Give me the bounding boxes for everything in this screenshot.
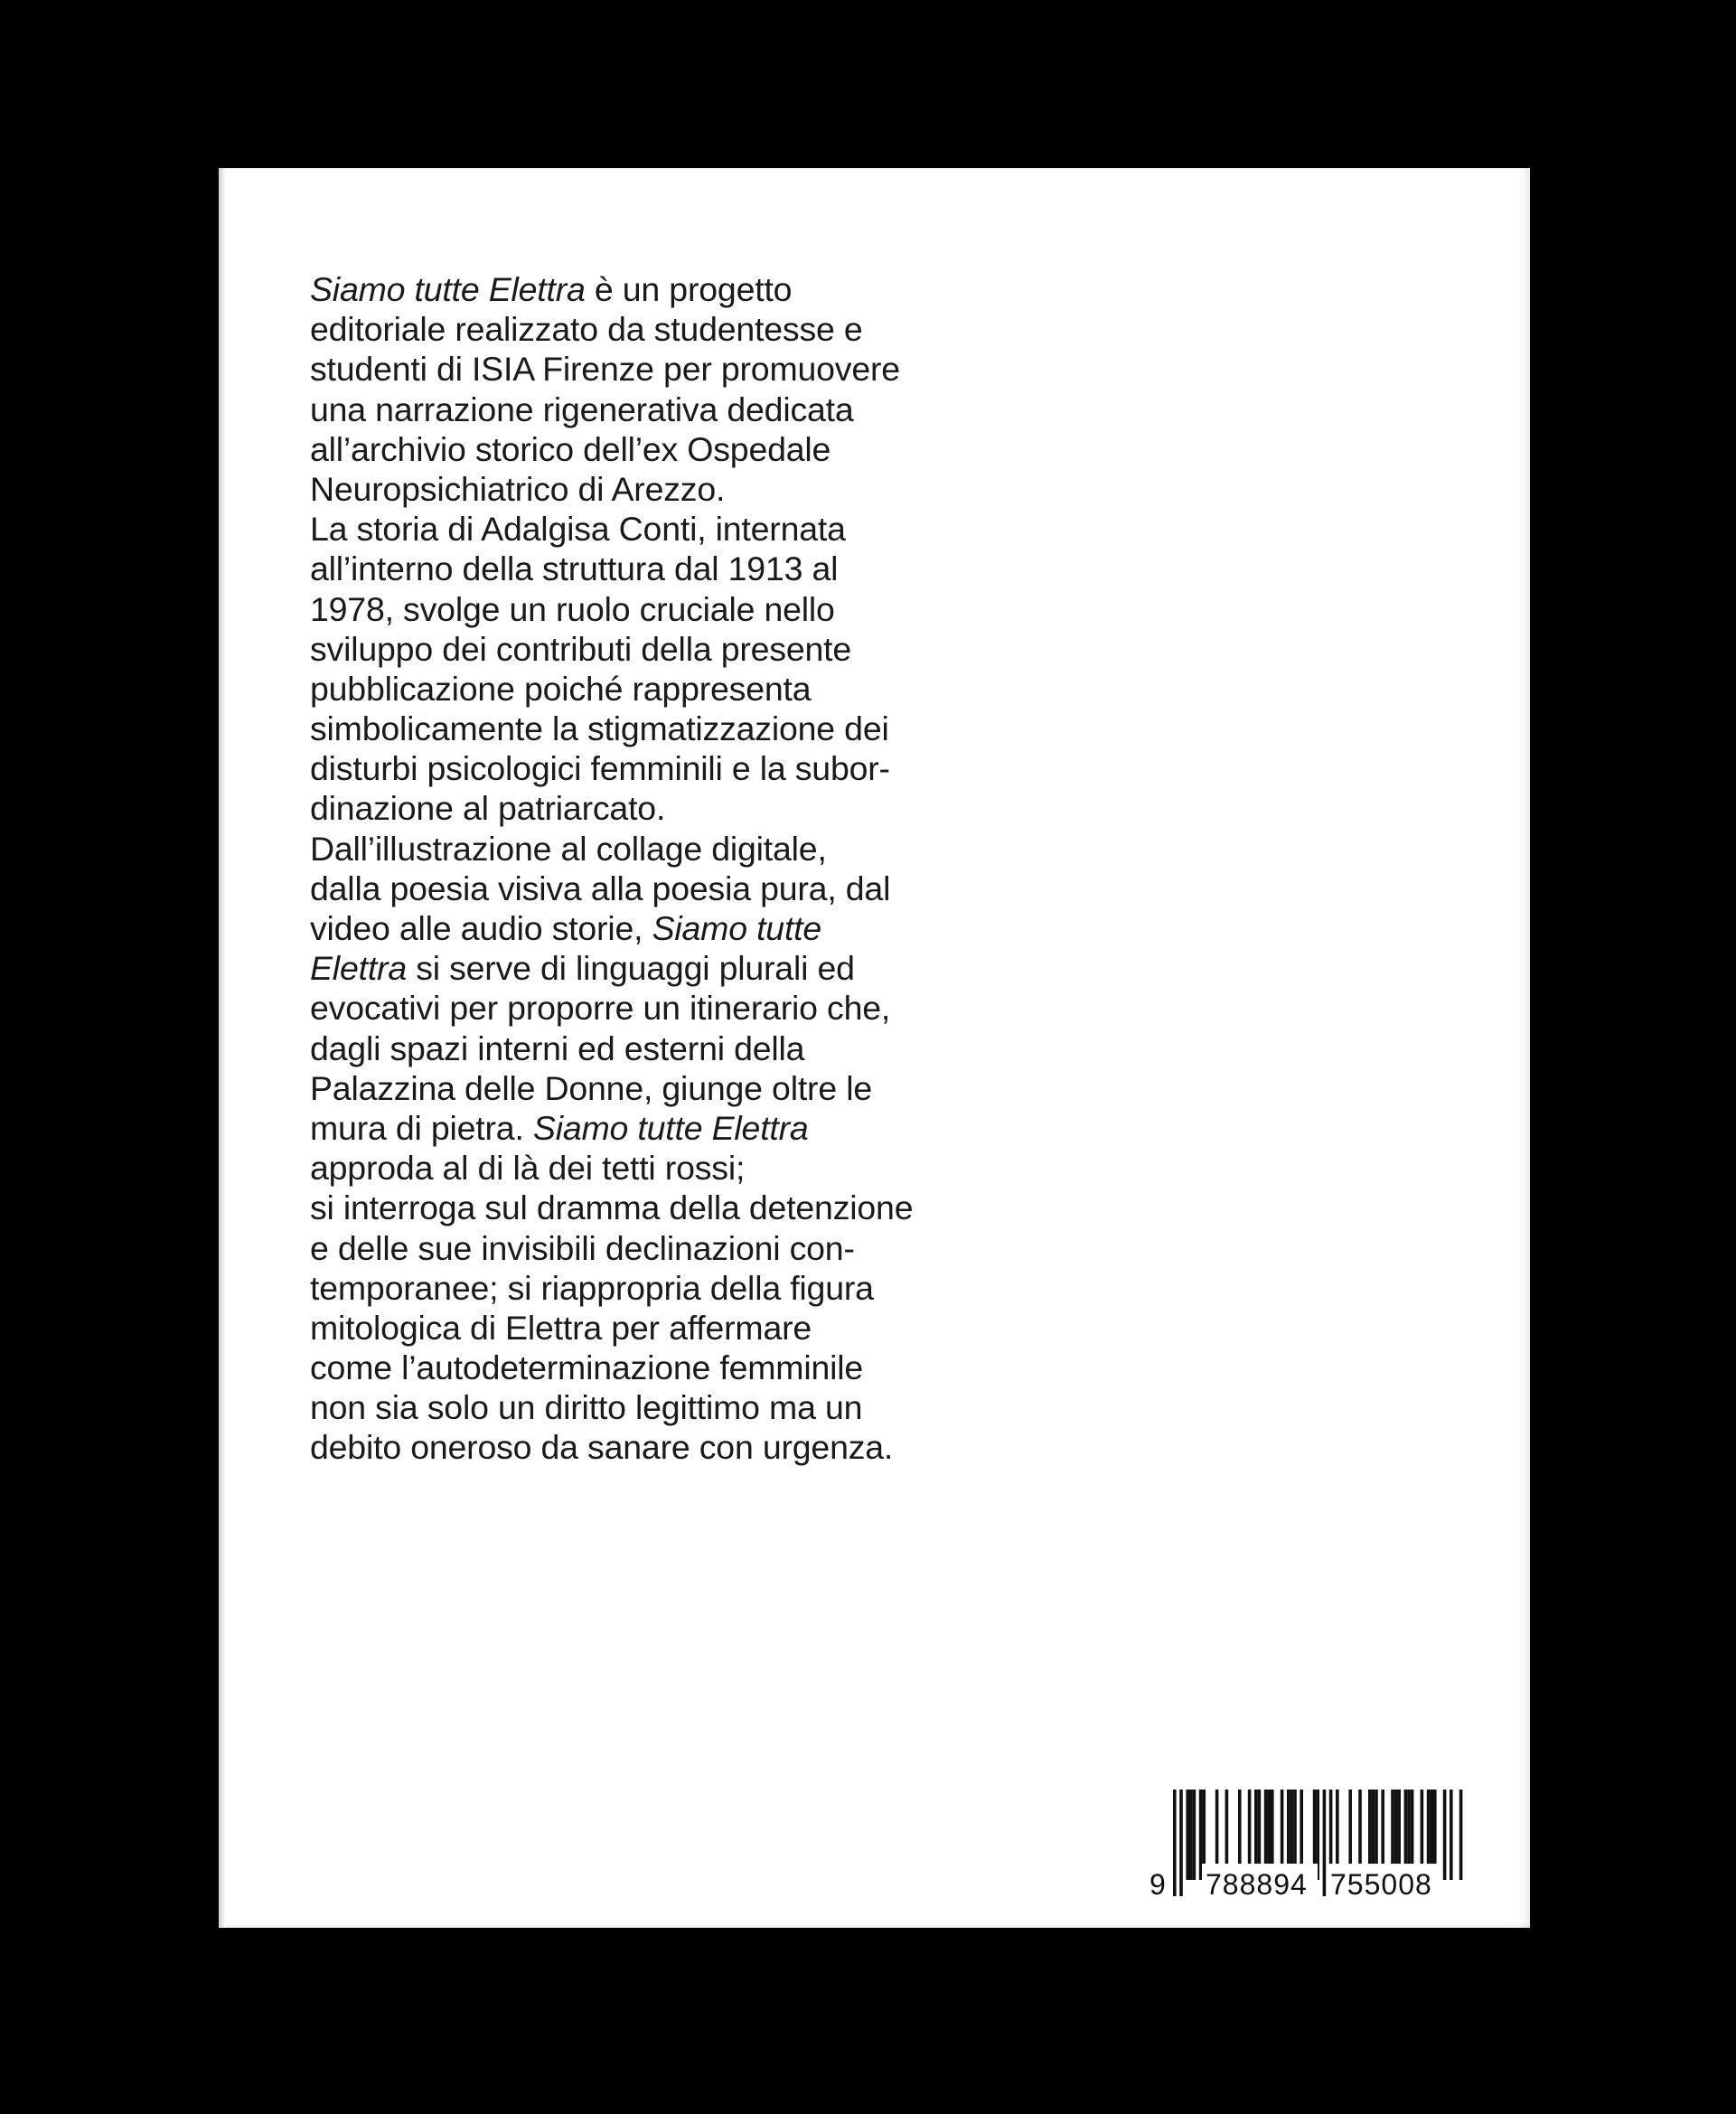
blurb-line: [310, 1029, 1024, 1068]
blurb-title-italic: Siamo tutte Elettra: [310, 270, 586, 308]
blurb-text: mura di pietra.: [310, 1108, 533, 1147]
blurb-line: [310, 1387, 1024, 1427]
blurb-line: [310, 549, 1024, 588]
blurb-line: [310, 589, 1024, 629]
barcode-bar: [1179, 1790, 1183, 1896]
blurb-text: temporanee; si riappropria della figura: [310, 1268, 874, 1307]
blurb-text: dinazione al patriarcato.: [310, 789, 666, 828]
blurb-line: [310, 908, 1024, 948]
blurb-line: [310, 1188, 1024, 1227]
barcode-bar: [1450, 1790, 1453, 1880]
blurb-line: [310, 1108, 1024, 1148]
blurb-text: dagli spazi interni ed esterni della: [310, 1029, 805, 1067]
blurb-line: [310, 869, 1024, 908]
blurb-text: studenti di ISIA Firenze per promuovere: [310, 350, 900, 389]
barcode-bar: [1323, 1790, 1327, 1896]
blurb-text: La storia di Adalgisa Conti, internata: [310, 510, 846, 549]
blurb-line: [310, 1427, 1024, 1467]
blurb-line: [310, 748, 1024, 788]
blurb-text: non sia solo un diritto legittimo ma un: [310, 1388, 863, 1427]
blurb-text: è un progetto: [585, 270, 793, 308]
blurb-line: [310, 309, 1024, 349]
blurb-line: [310, 1268, 1024, 1308]
blurb-title-italic: Siamo tutte: [652, 909, 822, 947]
blurb-line: [310, 390, 1024, 429]
blurb-text: sviluppo dei contributi della presente: [310, 629, 852, 668]
back-cover-blurb: [310, 269, 1024, 1468]
blurb-text: una narrazione rigenerativa dedicata: [310, 390, 854, 428]
blurb-text: Palazzina delle Donne, giunge oltre le: [310, 1068, 872, 1107]
blurb-title-italic: Siamo tutte Elettra: [532, 1108, 809, 1147]
blurb-line: [310, 829, 1024, 869]
blurb-text: evocativi per proporre un itinerario che,: [310, 989, 891, 1028]
blurb-text: all’archivio storico dell’ex Ospedale: [310, 429, 831, 468]
blurb-line: [310, 429, 1024, 469]
barcode-left-group: 788894: [1206, 1868, 1308, 1901]
blurb-line: [310, 469, 1024, 509]
blurb-text: Neuropsichiatrico di Arezzo.: [310, 469, 726, 508]
barcode-bar: [1193, 1790, 1196, 1880]
blurb-title-italic: Elettra: [310, 949, 407, 988]
blurb-text: si interroga sul dramma della detenzione: [310, 1189, 914, 1227]
barcode-bar: [1186, 1790, 1189, 1880]
blurb-text: e delle sue invisibili declinazioni con-: [310, 1228, 855, 1267]
blurb-text: 1978, svolge un ruolo cruciale nello: [310, 589, 835, 628]
blurb-line: [310, 349, 1024, 389]
blurb-line: [310, 669, 1024, 709]
blurb-line: [310, 629, 1024, 669]
barcode-bar: [1443, 1790, 1447, 1880]
blurb-text: pubblicazione poiché rappresenta: [310, 669, 812, 708]
blurb-line: [310, 509, 1024, 549]
blurb-text: simbolicamente la stigmatizzazione dei: [310, 709, 889, 748]
blurb-line: [310, 1348, 1024, 1387]
blurb-line: [310, 1068, 1024, 1108]
barcode-right-group: 755008: [1330, 1868, 1432, 1901]
barcode-bar: [1189, 1790, 1193, 1880]
barcode-bar: [1459, 1790, 1463, 1880]
blurb-line: [310, 948, 1024, 988]
blurb-text: disturbi psicologici femminili e la subor-: [310, 749, 890, 788]
blurb-text: editoriale realizzato da studentesse e: [310, 310, 863, 349]
barcode-bar: [1173, 1790, 1177, 1896]
blurb-text: debito oneroso da sanare con urgenza.: [310, 1428, 894, 1467]
blurb-line: [310, 1308, 1024, 1348]
cover-spine-edge: [219, 168, 226, 1928]
blurb-text: mitologica di Elettra per affermare: [310, 1308, 812, 1347]
blurb-line: [310, 1228, 1024, 1268]
blurb-text: dalla poesia visiva alla poesia pura, dal: [310, 869, 891, 907]
blurb-line: [310, 709, 1024, 748]
blurb-line: [310, 269, 1024, 309]
blurb-text: come l’autodeterminazione femminile: [310, 1348, 864, 1387]
blurb-line: [310, 1148, 1024, 1188]
blurb-text: all’interno della struttura dal 1913 al: [310, 550, 839, 588]
blurb-text: si serve di linguaggi plurali ed: [406, 949, 855, 988]
blurb-text: approda al di là dei tetti rossi;: [310, 1149, 746, 1188]
blurb-text: video alle audio storie,: [310, 909, 652, 947]
blurb-line: [310, 988, 1024, 1028]
barcode-first-digit: 9: [1150, 1868, 1166, 1901]
blurb-text: Dall’illustrazione al collage digitale,: [310, 829, 827, 868]
blurb-line: [310, 788, 1024, 828]
